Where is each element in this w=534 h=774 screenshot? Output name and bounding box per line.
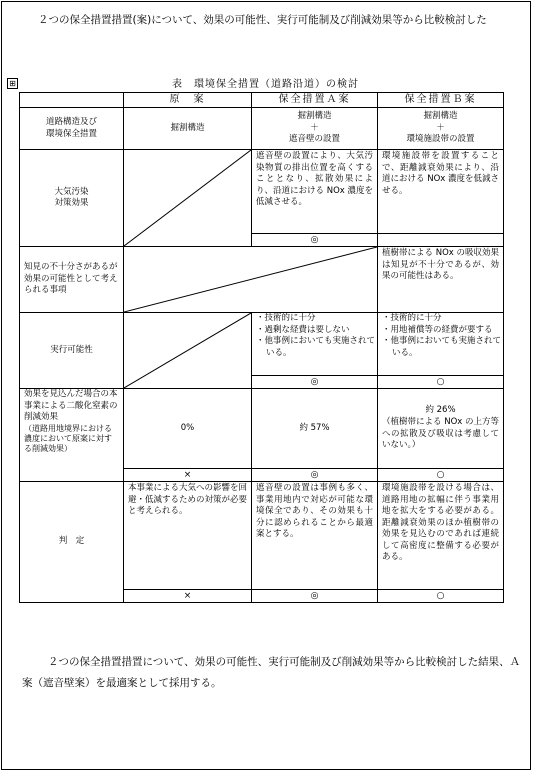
eval-feasibility-a: ◎	[252, 376, 378, 389]
list-item: ・他事例においても実施されている。	[256, 336, 376, 358]
list-item: ・用地補償等の経費が要する	[382, 324, 493, 335]
cell-air-b: 環境施設帯を設置することで、距離減衰効果により、沿道における NOx 濃度を低減させる。	[378, 150, 504, 234]
eval-judgement-a: ◎	[252, 590, 378, 603]
eval-air-b	[378, 234, 504, 247]
cell-structure-original: 掘割構造	[124, 108, 252, 150]
eval-judgement-original: ×	[124, 590, 252, 603]
eval-judgement-b: ○	[378, 590, 504, 603]
feasibility-b-list	[378, 313, 503, 359]
header-original: 原 案	[124, 93, 252, 108]
eval-feasibility-b: ○	[378, 376, 504, 389]
cell-uncertain-diagonal	[124, 247, 378, 313]
cell-judgement-b: 環境施設帯を設ける場合は、道路用地の拡幅に伴う事業用地を拡大をする必要がある。距離減衰効果のほか植樹帯の効果を見込むのであれば連続して高密度に整備する必要がある。	[378, 482, 504, 590]
cell-air-original-diagonal	[124, 150, 252, 247]
cell-air-a: 遮音壁の設置により、大気汚染物質の排出位置を高くすることとなり、拡散効果により、沿道における NOx 濃度を低減させる。	[252, 150, 378, 234]
reduction-b-note: （植樹帯による NOx の上方等への拡散及び吸収は考慮していない。）	[382, 417, 499, 450]
reduction-label-note: （道路用地境界における濃度において原案に対する削減効果）	[24, 423, 112, 453]
cell-reduction-original: 0%	[124, 389, 252, 469]
cell-structure-b: 掘割構造 ＋ 環境施設帯の設置	[378, 108, 504, 150]
header-plan-b: 保全措置Ｂ案	[378, 93, 504, 108]
eval-air-a: ◎	[252, 234, 378, 247]
list-item: ・他事例においても実施されている。	[382, 336, 502, 358]
cell-reduction-b	[378, 389, 504, 469]
list-item: ・技術的に十分	[256, 313, 316, 323]
cell-feasibility-b	[378, 313, 504, 376]
row-label-feasibility: 実行可能性	[20, 313, 124, 389]
intro-paragraph: ２つの保全措置措置(案)について、効果の可能性、実行可能制及び削減効果等から比較検討した	[38, 14, 487, 26]
row-label-air: 大気汚染 対策効果	[20, 150, 124, 247]
cell-structure-a: 掘割構造 ＋ 遮音壁の設置	[252, 108, 378, 150]
conclusion-paragraph: ２つの保全措置措置について、効果の可能性、実行可能制及び削減効果等から比較検討した結果、Ａ案（遮音壁案）を最適案として採用する。	[22, 656, 521, 689]
reduction-b-value: 約 26%	[425, 404, 456, 415]
comparison-table	[19, 92, 504, 603]
eval-reduction-original: ×	[124, 469, 252, 482]
feasibility-a-list	[252, 313, 377, 359]
row-label-reduction	[20, 389, 124, 482]
cell-judgement-original: 本事業による大気への影響を回避・低減するための対策が必要と考えられる。	[124, 482, 252, 590]
eval-reduction-a: ◎	[252, 469, 378, 482]
document-page	[1, 1, 531, 770]
table-anchor-icon[interactable]: ⊞	[7, 78, 18, 89]
row-label-structure: 道路構造及び 環境保全措置	[20, 108, 124, 150]
cell-reduction-a: 約 57%	[252, 389, 378, 469]
row-label-uncertain: 知見の不十分さがあるが効果の可能性として考えられる事項	[20, 247, 124, 313]
header-blank	[20, 93, 124, 108]
header-plan-a: 保全措置Ａ案	[252, 93, 378, 108]
list-item: ・過剰な経費は要しない	[256, 324, 350, 335]
row-label-judgement: 判 定	[20, 482, 124, 603]
eval-reduction-b: ○	[378, 469, 504, 482]
cell-feasibility-a	[252, 313, 378, 376]
list-item: ・技術的に十分	[382, 313, 442, 323]
table-caption: 表 環境保全措置（道路沿道）の検討	[172, 79, 359, 90]
cell-judgement-a: 遮音壁の設置は事例も多く、事業用地内で対応が可能な環境保全であり、その効果も十分に認められることから最適案とする。	[252, 482, 378, 590]
reduction-label-main: 効果を見込んだ場合の本事業による二酸化窒素の削減効果	[24, 389, 118, 422]
cell-uncertain-b: 植樹帯による NOx の吸収効果は知見が不十分であるが、効果の可能性はある。	[378, 247, 504, 313]
cell-feasibility-original-diagonal	[124, 313, 252, 389]
